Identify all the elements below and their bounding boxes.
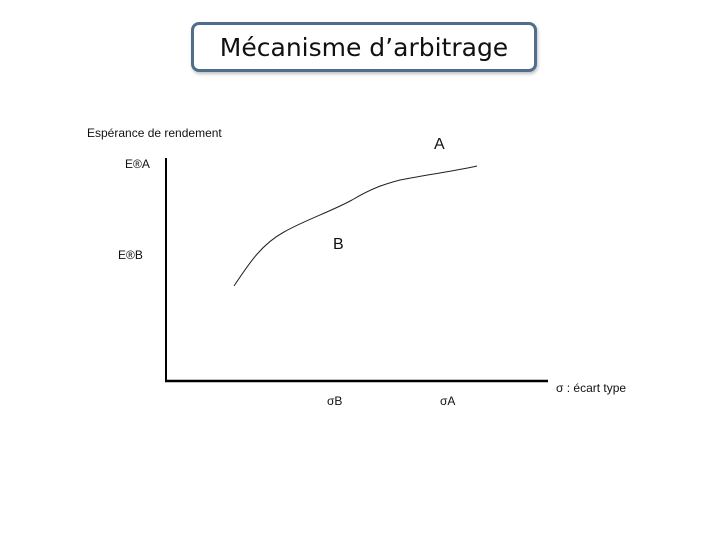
y-axis-label: Espérance de rendement — [87, 126, 222, 140]
point-b-label: B — [333, 236, 344, 253]
slide-title: Mécanisme d’arbitrage — [219, 32, 509, 62]
point-a-label: A — [434, 136, 445, 153]
sigma-a-label: σA — [440, 394, 456, 408]
expected-return-a-label: E®A — [125, 157, 150, 171]
sigma-note: σ : écart type — [556, 381, 627, 395]
efficient-curve — [234, 166, 477, 286]
expected-return-b-label: E®B — [118, 248, 143, 262]
sigma-b-label: σB — [327, 394, 343, 408]
